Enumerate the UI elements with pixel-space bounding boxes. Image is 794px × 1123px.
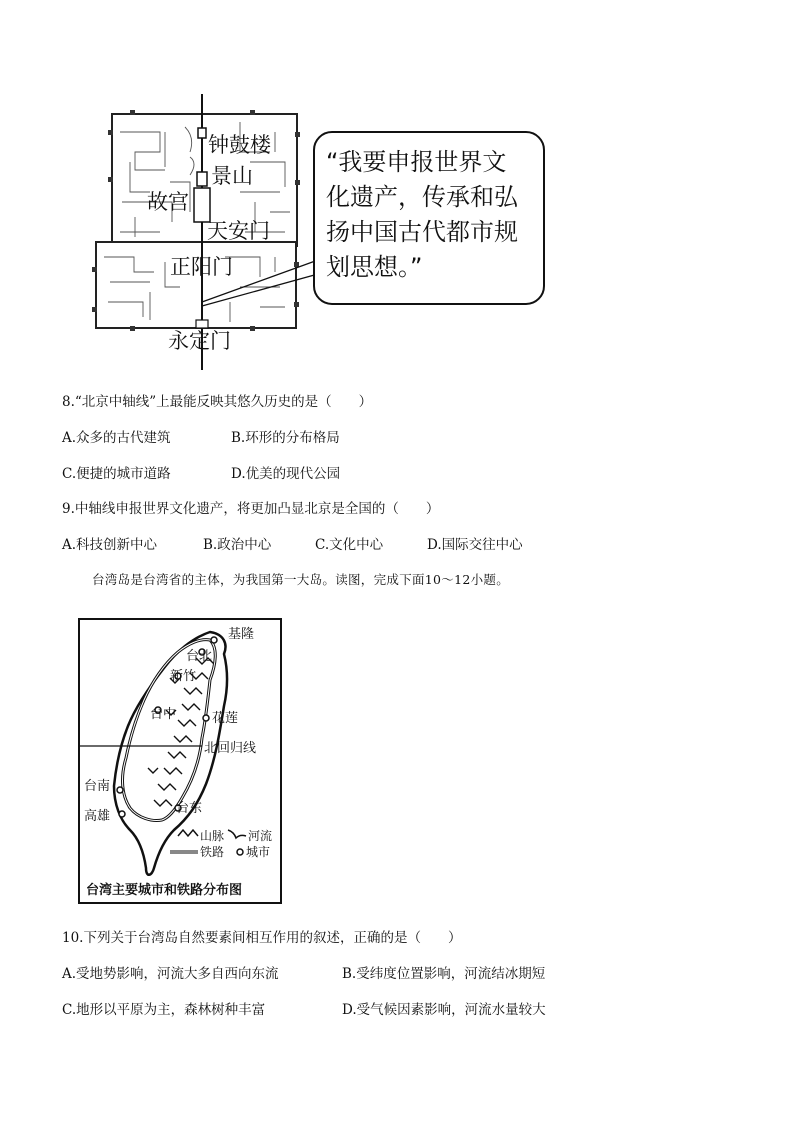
q10-stem: 10.下列关于台湾岛自然要素间相互作用的叙述，正确的是（ ） xyxy=(62,930,462,946)
svg-text:山脉: 山脉 xyxy=(200,829,225,843)
q8-option-c[interactable]: C.便捷的城市道路 xyxy=(62,466,171,482)
taiwan-map-figure xyxy=(78,618,282,904)
q10-option-c[interactable]: C.地形以平原为主，森林树种丰富 xyxy=(62,1002,266,1018)
speech-line-3: 扬中国古代都市规 xyxy=(326,218,518,246)
city-jilong: 基隆 xyxy=(228,627,255,642)
jingshan-block xyxy=(197,172,207,186)
q8-option-d[interactable]: D.优美的现代公园 xyxy=(231,466,341,482)
q8-option-b[interactable]: B.环形的分布格局 xyxy=(231,430,340,446)
speech-line-4: 划思想。” xyxy=(326,253,423,281)
q10-option-d[interactable]: D.受气候因素影响，河流水量较大 xyxy=(342,1002,546,1018)
label-zhengyangmen: 正阳门 xyxy=(170,255,233,279)
city-hualian: 花莲 xyxy=(212,711,239,726)
q9-option-c[interactable]: C.文化中心 xyxy=(315,537,384,553)
city-taizhong: 台中 xyxy=(150,707,177,722)
label-tiananmen: 天安门 xyxy=(207,219,270,243)
city-taibei: 台北 xyxy=(186,649,213,664)
label-yongdingmen: 永定门 xyxy=(168,329,231,353)
tropic-label: 北回归线 xyxy=(204,741,257,756)
label-gugong: 故宫 xyxy=(147,190,189,214)
svg-text:铁路: 铁路 xyxy=(200,845,225,859)
q9-option-a[interactable]: A.科技创新中心 xyxy=(62,537,158,553)
q10-option-b[interactable]: B.受纬度位置影响，河流结冰期短 xyxy=(342,966,546,982)
q9-stem: 9.中轴线申报世界文化遗产，将更加凸显北京是全国的（ ） xyxy=(62,501,440,517)
q9-option-b[interactable]: B.政治中心 xyxy=(203,537,272,553)
taiwan-intro: 台湾岛是台湾省的主体，为我国第一大岛。读图，完成下面10～12小题。 xyxy=(92,572,510,587)
speech-line-1: “我要申报世界文 xyxy=(326,148,507,176)
city-legend-icon xyxy=(237,849,243,855)
taiwan-map-title: 台湾主要城市和铁路分布图 xyxy=(86,883,243,898)
q10-option-a[interactable]: A.受地势影响，河流大多自西向东流 xyxy=(62,966,279,982)
label-gulou: 钟鼓楼 xyxy=(208,133,271,157)
gugong-block xyxy=(194,188,210,222)
svg-text:河流: 河流 xyxy=(248,829,273,843)
label-jingshan: 景山 xyxy=(211,164,253,188)
city-taidong: 台东 xyxy=(176,801,203,816)
city-tainan: 台南 xyxy=(84,779,111,794)
q9-option-d[interactable]: D.国际交往中心 xyxy=(427,537,523,553)
svg-text:城市: 城市 xyxy=(246,845,271,859)
speech-line-2: 化遗产，传承和弘 xyxy=(326,183,518,211)
city-gaoxiong: 高雄 xyxy=(84,809,111,824)
city-xinzhu: 新竹 xyxy=(170,669,197,684)
q8-stem: 8.“北京中轴线”上最能反映其悠久历史的是（ ） xyxy=(62,394,373,410)
q8-option-a[interactable]: A.众多的古代建筑 xyxy=(62,430,171,446)
beijing-axis-figure xyxy=(90,92,560,372)
